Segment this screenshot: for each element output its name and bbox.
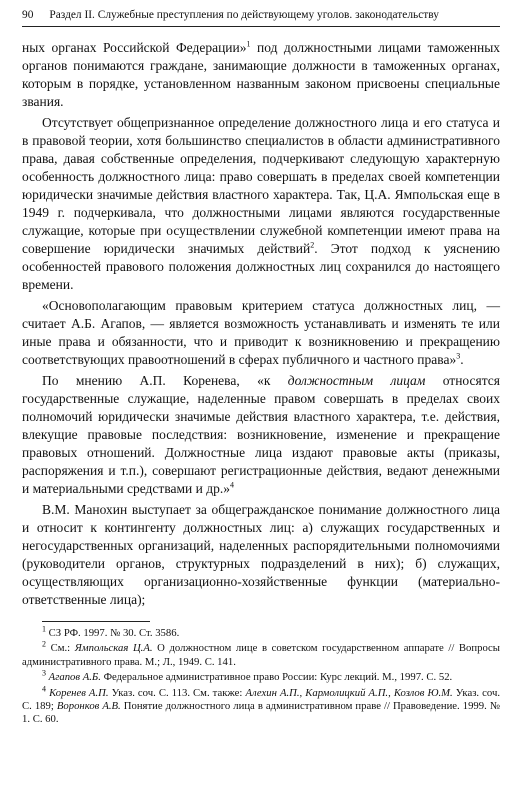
paragraph bbox=[22, 372, 500, 498]
footnote-marker: 3 bbox=[42, 668, 46, 678]
italic-text: Воронков А.В. bbox=[56, 700, 121, 713]
italic-text: Ямпольская Ц.А. bbox=[74, 642, 153, 655]
paragraph bbox=[22, 39, 500, 111]
paragraph bbox=[22, 501, 500, 609]
running-header bbox=[22, 8, 500, 27]
footnote-marker: 1 bbox=[42, 624, 46, 634]
footnote-marker: 3 bbox=[456, 351, 461, 361]
italic-text: Агапов А.Б. bbox=[48, 671, 101, 684]
footnote-marker: 4 bbox=[230, 480, 234, 490]
main-text bbox=[22, 39, 500, 609]
text-run: Федеральное административное право России: Курс лекций. М., 1997. С. 52. bbox=[100, 671, 453, 684]
footnote-marker: 2 bbox=[42, 639, 46, 649]
text-run: «Основополагающим правовым критерием статуса должностных лиц, — считает А.Б. Агапов, — является возможность устанавливать и изменять те или иные права и обязанности, что и приводит к возникновению и прекращению соответствующих правоотношений в сферах публичного и частного права» bbox=[22, 298, 500, 367]
text-run: О должностном лице в советском государственном аппарате // Вопросы административного права. М.; Л., 1949. С. 141. bbox=[22, 642, 500, 668]
text-run: . bbox=[460, 352, 464, 367]
text-run: СЗ РФ. 1997. № 30. Ст. 3586. bbox=[46, 627, 180, 639]
text-run: . Этот подход к уяснению особенностей правового положения должностных лиц сохранился до настоящего времени. bbox=[22, 241, 501, 292]
text-run: Указ. соч. С. 189; bbox=[22, 686, 500, 713]
text-run: под должностными лицами таможенных органов понимаются граждане, занимающие должности в таможенных органах, которым в порядке, установленном названным законом присвоены специальные звания. bbox=[22, 40, 501, 109]
page-number: 90 bbox=[22, 9, 34, 21]
footnote bbox=[22, 624, 500, 640]
text-run: В.М. Манохин выступает за общегражданское понимание должностного лица и относит к контингенту должностных лиц: а) служащих государственных и негосударственных организаций, наделенных распорядительными полномочиями (руководители органов, структурных подразделений в них); б) служащих, осуществляющих организационно-хозяйственные функции (материально-ответственные лица); bbox=[22, 502, 500, 607]
footnote-marker: 2 bbox=[310, 240, 315, 250]
text-run: относятся государственные служащие, наделенные правом совершать в пределах своих полномочий юридически значимые действия властного характера, т.е. действия, влекущие правовые последствия: возникновение, изменение и прекращение правовых отношений. Должностные лица издают правовые акты (приказы, распоряжения и т.п.), совершают регистрационные действия, ведают денежными и материальными средствами и др.» bbox=[22, 373, 500, 496]
text-run: Указ. соч. С. 113. См. также: bbox=[108, 686, 246, 699]
footnote-marker: 4 bbox=[42, 684, 46, 694]
paragraph bbox=[22, 114, 500, 294]
italic-text: Алехин А.П., Кармолицкий А.П., Козлов Ю.М. bbox=[245, 686, 453, 699]
text-run: См.: bbox=[46, 642, 75, 655]
footnote bbox=[22, 684, 500, 727]
italic-text: Коренев А.П. bbox=[49, 686, 109, 699]
running-title: Раздел II. Служебные преступления по действующему уголов. законодательству bbox=[49, 9, 439, 21]
footnote bbox=[22, 639, 500, 669]
footnote bbox=[22, 668, 500, 684]
footnote-separator bbox=[42, 621, 150, 622]
text-run: Понятие должностного лица в административном праве // Правоведение. 1999. № 1. С. 60. bbox=[22, 700, 500, 726]
footnote-marker: 1 bbox=[246, 39, 251, 49]
text-run: Отсутствует общепризнанное определение должностного лица и его статуса и в правовой теории, хотя большинство специалистов в области административного права, давая собственные определения, подчеркивают следующую характерную особенность должностного лица: право совершать в пределах своей компетенции юридически значимые действия властного характера. Так, Ц.А. Ямпольская еще в 1949 г. подчеркивала, что должностными лицами являются государственные служащие, которые при осуществлении служебной компетенции имеют права на совершение юридически значимых действий bbox=[22, 115, 500, 256]
italic-text: должностным лицам bbox=[287, 373, 426, 388]
footnotes bbox=[22, 624, 500, 727]
text-run: ных органах Российской Федерации» bbox=[22, 40, 247, 55]
text-run: По мнению А.П. Коренева, «к bbox=[42, 373, 288, 388]
paragraph bbox=[22, 297, 500, 369]
